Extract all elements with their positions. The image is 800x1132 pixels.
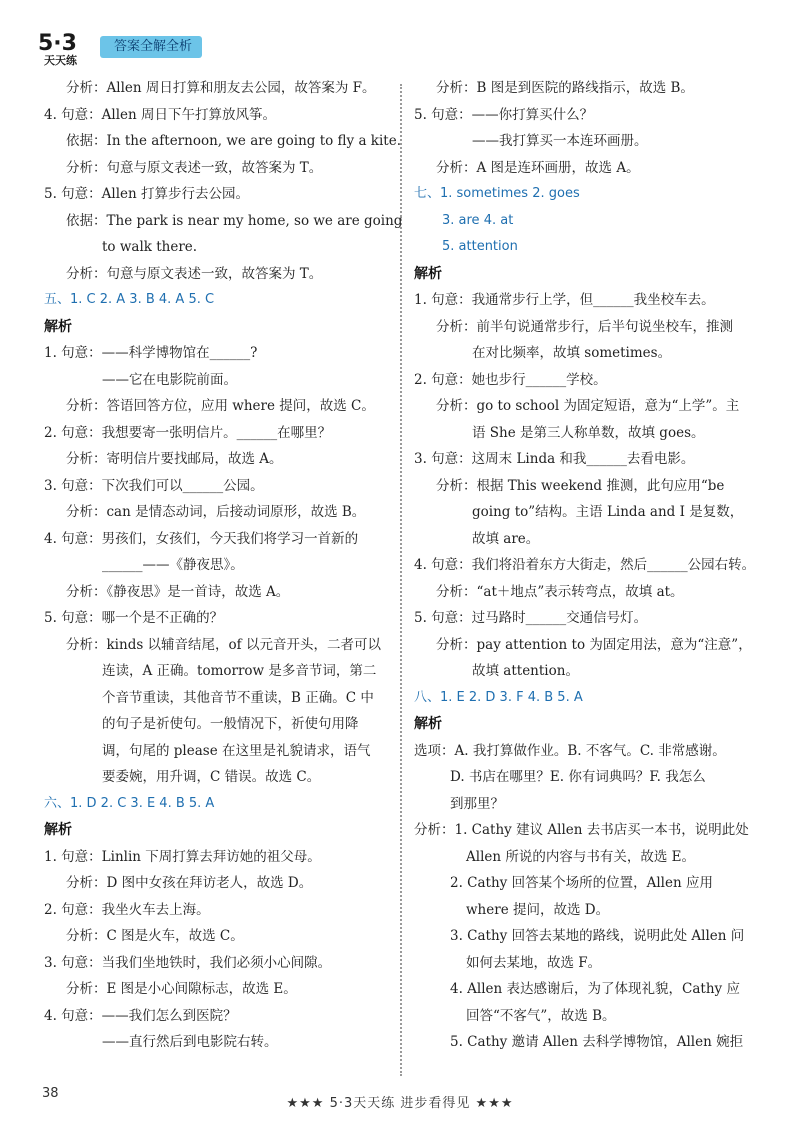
answer-line: 七、1. sometimes 2. goes <box>414 186 580 201</box>
text-line: 调，句尾的 please 在这里是礼貌请求，语气 <box>102 742 371 759</box>
column-divider <box>400 84 402 1076</box>
text-line: 5. 句意：过马路时______交通信号灯。 <box>414 610 648 626</box>
text-line: 分析：D 图中女孩在拜访老人，故选 D。 <box>66 875 313 891</box>
text-line: 5. 句意：哪一个是不正确的？ <box>44 610 224 626</box>
text-line: 5. 句意：——你打算买什么？ <box>414 106 594 123</box>
text-line: 分析：C 图是火车，故选 C。 <box>66 928 244 944</box>
text-line: 分析：答语回答方位，应用 where 提问，故选 C。 <box>66 398 375 414</box>
text-line: 故填 are。 <box>472 530 540 547</box>
text-line: 分析：根据 This weekend 推测，此句应用“be <box>436 477 725 494</box>
text-line: to walk there. <box>102 239 198 255</box>
text-line: 依据：The park is near my home, so we are going <box>66 212 403 229</box>
section-heading: 解析 <box>414 265 442 282</box>
text-line: ______——《静夜思》。 <box>102 557 244 573</box>
answer-line: 3. are 4. at <box>442 212 514 228</box>
footer-slogan: ★★★ 5·3天天练 进步看得见 ★★★ <box>286 1096 514 1111</box>
text-line: 2. 句意：她也步行______学校。 <box>414 371 607 388</box>
svg-text:天天练: 天天练 <box>44 54 77 66</box>
text-line: 4. 句意：——我们怎么到医院？ <box>44 1007 237 1024</box>
text-line: 1. 句意：Linlin 下周打算去拜访她的祖父母。 <box>44 848 321 865</box>
answer-line: 5. attention <box>442 239 518 254</box>
text-line: 4. 句意：Allen 周日下午打算放风筝。 <box>44 106 277 123</box>
text-line: 如何去某地，故选 F。 <box>466 954 602 971</box>
text-line: 分析：前半句说通常步行，后半句说坐校车，推测 <box>436 318 733 335</box>
answer-line: 六、1. D 2. C 3. E 4. B 5. A <box>44 795 215 811</box>
text-line: 的句子是祈使句。一般情况下，祈使句用降 <box>102 716 359 732</box>
text-line: ——我打算买一本连环画册。 <box>472 133 648 149</box>
text-line: 2. Cathy 回答某个场所的位置，Allen 应用 <box>450 875 713 891</box>
text-line: where 提问，故选 D。 <box>466 901 610 918</box>
text-line: 语 She 是第三人称单数，故填 goes。 <box>472 424 705 441</box>
text-line: 2. 句意：我想要寄一张明信片。______在哪里？ <box>44 424 332 441</box>
text-line: 1. 句意：我通常步行上学，但______我坐校车去。 <box>414 292 715 308</box>
text-line: 分析：A 图是连环画册，故选 A。 <box>436 159 640 176</box>
section-heading: 解析 <box>44 318 72 335</box>
text-line: 到那里？ <box>450 795 504 812</box>
text-line: 回答“不客气”，故选 B。 <box>466 1007 616 1024</box>
text-line: 选项：A. 我打算做作业。B. 不客气。C. 非常感谢。 <box>414 742 726 759</box>
text-line: 3. 句意：当我们坐地铁时，我们必须小心间隙。 <box>44 954 332 971</box>
text-line: 要委婉，用升调，C 错误。故选 C。 <box>102 769 321 785</box>
text-line: 分析：句意与原文表述一致，故答案为 T。 <box>66 159 323 176</box>
text-line: 分析：B 图是到医院的路线指示，故选 B。 <box>436 80 694 96</box>
text-line: Allen 所说的内容与书有关，故选 E。 <box>466 848 696 865</box>
text-line: 分析：kinds 以辅音结尾，of 以元音开头，二者可以 <box>66 636 381 653</box>
text-line: 分析：句意与原文表述一致，故答案为 T。 <box>66 265 323 282</box>
text-line: 3. Cathy 回答去某地的路线，说明此处 Allen 问 <box>450 928 745 944</box>
svg-text:5·3: 5·3 <box>38 31 77 56</box>
text-line: 分析：Allen 周日打算和朋友去公园，故答案为 F。 <box>66 80 376 96</box>
text-line: 分析：can 是情态动词，后接动词原形，故选 B。 <box>66 504 366 520</box>
text-line: 依据：In the afternoon, we are going to fly a kite. <box>66 133 402 149</box>
text-line: 3. 句意：这周末 Linda 和我______去看电影。 <box>414 451 695 467</box>
text-line: D. 书店在哪里？E. 你有词典吗？F. 我怎么 <box>450 769 706 785</box>
answer-key-badge: 答案全解全析 <box>100 36 202 58</box>
text-line: 5. Cathy 邀请 Allen 去科学博物馆，Allen 婉拒 <box>450 1034 744 1050</box>
text-line: 5. 句意：Allen 打算步行去公园。 <box>44 186 250 202</box>
text-line: 4. 句意：我们将沿着东方大街走，然后______公园右转。 <box>414 557 756 573</box>
page-number: 38 <box>42 1086 59 1101</box>
text-line: 连读，A 正确。tomorrow 是多音节词，第二 <box>102 663 377 679</box>
answer-line: 五、1. C 2. A 3. B 4. A 5. C <box>44 292 215 307</box>
text-line: 分析：“at＋地点”表示转弯点，故填 at。 <box>436 583 684 600</box>
text-line: 3. 句意：下次我们可以______公园。 <box>44 477 264 494</box>
text-line: 故填 attention。 <box>472 663 579 679</box>
text-line: 个音节重读，其他音节不重读，B 正确。C 中 <box>102 689 374 706</box>
text-line: 分析：go to school 为固定短语，意为“上学”。主 <box>436 398 740 414</box>
text-line: 在对比频率，故填 sometimes。 <box>472 345 672 361</box>
book-series-logo <box>36 26 98 66</box>
section-heading: 解析 <box>414 716 442 732</box>
answer-line: 八、1. E 2. D 3. F 4. B 5. A <box>414 689 583 705</box>
text-line: 分析：E 图是小心间隙标志，故选 E。 <box>66 981 297 997</box>
text-line: going to”结构。主语 Linda and I 是复数， <box>472 504 744 520</box>
text-line: 分析：pay attention to 为固定用法，意为“注意”， <box>436 636 752 653</box>
text-line: 4. Allen 表达感谢后，为了体现礼貌，Cathy 应 <box>450 981 740 997</box>
text-line: ——直行然后到电影院右转。 <box>102 1034 278 1050</box>
section-heading: 解析 <box>44 822 72 838</box>
text-line: 4. 句意：男孩们，女孩们，今天我们将学习一首新的 <box>44 530 359 547</box>
text-line: 1. 句意：——科学博物馆在______? <box>44 345 258 361</box>
text-line: 分析：《静夜思》是一首诗，故选 A。 <box>66 583 290 600</box>
text-line: ——它在电影院前面。 <box>102 371 237 388</box>
text-line: 分析：寄明信片要找邮局，故选 A。 <box>66 451 283 467</box>
text-line: 分析：1. Cathy 建议 Allen 去书店买一本书，说明此处 <box>414 822 749 838</box>
text-line: 2. 句意：我坐火车去上海。 <box>44 901 210 918</box>
